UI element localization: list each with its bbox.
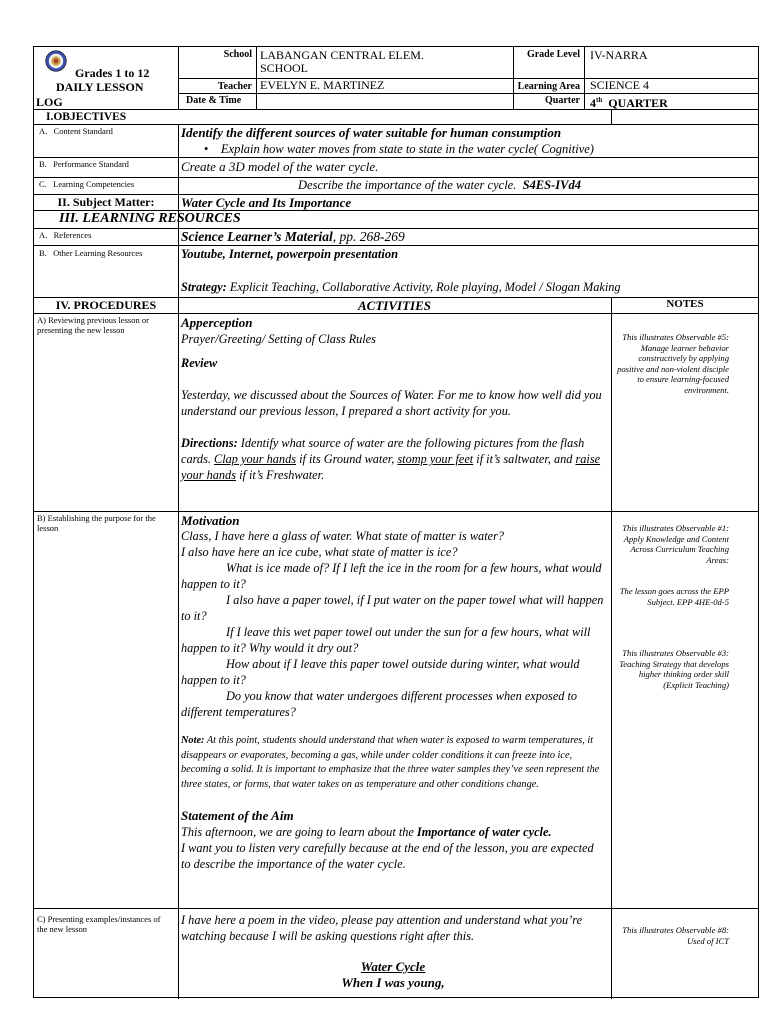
school-value: LABANGAN CENTRAL ELEM. SCHOOL — [260, 48, 424, 75]
school-label: School — [223, 49, 252, 60]
motivation-line-2: I also have here an ice cube, what state of matter is ice? — [181, 545, 458, 559]
procedure-b-note-1: This illustrates Observable #1: Apply Knowledge and Content Across Curriculum Teaching Areas: — [622, 523, 729, 565]
note-paragraph: Note: At this point, students should understand that when water is exposed to warm temperatures, it disappears or evaporates, becoming a gas, while under colder conditions it can freeze into ice, becoming a solid. It is important to emphasize that the three water samples they’ve seen represent the three states, or forms, that water takes on as temperature and other conditions change. — [181, 735, 600, 790]
teacher-label: Teacher — [217, 81, 252, 92]
quarter-label: Quarter — [545, 95, 580, 106]
motivation-line-7: Do you know that water undergoes different processes when exposed to different temperatures? — [181, 689, 578, 719]
logo-title: Grades 1 to 12 — [75, 66, 150, 80]
procedure-c-text: I have here a poem in the video, please pay attention and understand what you’re watching because I will be asking questions right after this. — [181, 913, 583, 943]
references-label: A. References — [39, 230, 92, 240]
content-standard-bullet: • Explain how water moves from state to state in the water cycle( Cognitive) — [204, 142, 594, 156]
subject-matter-label: II. Subject Matter: — [57, 195, 155, 209]
learning-area-value: SCIENCE 4 — [590, 78, 650, 92]
other-resources-text: Youtube, Internet, powerpoin presentation — [181, 247, 399, 261]
motivation-line-6: How about if I leave this paper towel outside during winter, what would happen to it? — [181, 657, 580, 687]
learning-area-label: Learning Area — [517, 81, 580, 92]
learning-competencies-text: Describe the importance of the water cycle. S4ES-IVd4 — [298, 178, 581, 192]
procedure-b-note-2: This illustrates Observable #3: Teaching Strategy that develops higher thinking order skill (Explicit Teaching) — [619, 648, 729, 690]
performance-standard-text: Create a 3D model of the water cycle. — [181, 159, 379, 174]
motivation-line-3: What is ice made of? If I left the ice in the room for a few hours, what would happen to it? — [181, 561, 602, 591]
notes-heading: NOTES — [666, 298, 704, 310]
logo-subtitle: DAILY LESSON — [56, 80, 144, 94]
content-standard-text: Identify the different sources of water suitable for human consumption — [181, 125, 562, 140]
grade-level-value: IV-NARRA — [590, 48, 648, 62]
motivation-heading: Motivation — [181, 513, 240, 528]
procedures-heading: IV. PROCEDURES — [55, 298, 157, 312]
learning-competencies-label: C. Learning Competencies — [39, 179, 135, 189]
apperception-heading: Apperception — [181, 315, 253, 330]
lesson-log-page — [33, 46, 759, 998]
activities-heading: ACTIVITIES — [358, 298, 431, 313]
logo-subtitle-2: LOG — [36, 95, 63, 109]
quarter-number: 4 — [590, 96, 596, 110]
references-text: Science Learner’s Material, pp. 268-269 — [181, 229, 405, 244]
poem-title: Water Cycle — [360, 959, 426, 974]
aim-text-2: I want you to listen very carefully because at the end of the lesson, you are expected to describe the importance of the water cycle. — [181, 841, 594, 871]
procedure-a-note: This illustrates Observable #5: Manage learner behavior constructively by applying positive and non-violent disciple to ensure learning-focused environment. — [617, 332, 729, 395]
quarter-word: QUARTER — [608, 96, 668, 110]
quarter-suffix: th — [596, 96, 603, 104]
review-text: Yesterday, we discussed about the Sources of Water. For me to know how well did you understand our previous lesson, I prepared a short activity for you. — [181, 388, 602, 418]
date-time-label: Date & Time — [186, 95, 242, 106]
procedure-b-label: B) Establishing the purpose for the lesson — [37, 513, 156, 533]
procedure-a-content — [181, 315, 605, 483]
content-standard-label: A. Content Standard — [39, 126, 113, 136]
poem-line-1: When I was young, — [341, 975, 445, 990]
objectives-heading: I.OBJECTIVES — [46, 111, 127, 123]
review-heading: Review — [181, 356, 218, 370]
procedure-a-label: A) Reviewing previous lesson or presenting the new lesson — [37, 315, 149, 335]
quarter-value — [590, 94, 750, 110]
procedure-b-note-1b: The lesson goes across the EPP Subject. EPP 4HE-0d-5 — [619, 586, 729, 607]
strategy-text: Strategy: Explicit Teaching, Collaborative Activity, Role playing, Model / Slogan Making — [181, 280, 621, 294]
aim-heading: Statement of the Aim — [181, 808, 294, 823]
procedure-c-content — [181, 912, 605, 991]
aim-text-1: This afternoon, we are going to learn about the Importance of water cycle. — [181, 825, 552, 839]
other-resources-label: B. Other Learning Resources — [39, 248, 143, 258]
procedure-b-content — [181, 513, 605, 872]
performance-standard-label: B. Performance Standard — [39, 159, 129, 169]
directions-text: Directions: Identify what source of water are the following pictures from the flash cards. Clap your hands if its Ground water, stomp your feet if it’s saltwater, and raise your hands if it’s Freshwater. — [181, 436, 601, 482]
greeting-text: Prayer/Greeting/ Setting of Class Rules — [181, 332, 376, 346]
motivation-line-4: I also have a paper towel, if I put water on the paper towel what will happen to it? — [181, 593, 604, 623]
subject-matter-value: Water Cycle and Its Importance — [181, 195, 352, 210]
grade-level-label: Grade Level — [526, 49, 580, 60]
procedure-c-note: This illustrates Observable #8: Used of ICT — [622, 925, 729, 946]
deped-seal-icon — [45, 50, 67, 72]
procedure-c-label: C) Presenting examples/instances of the new lesson — [37, 914, 161, 934]
motivation-line-5: If I leave this wet paper towel out under the sun for a few hours, what will happen to it? Why would it dry out? — [181, 625, 591, 655]
learning-resources-heading: III. LEARNING RESOURCES — [59, 211, 241, 226]
motivation-line-1: Class, I have here a glass of water. What state of matter is water? — [181, 529, 505, 543]
teacher-value: EVELYN E. MARTINEZ — [260, 78, 385, 92]
